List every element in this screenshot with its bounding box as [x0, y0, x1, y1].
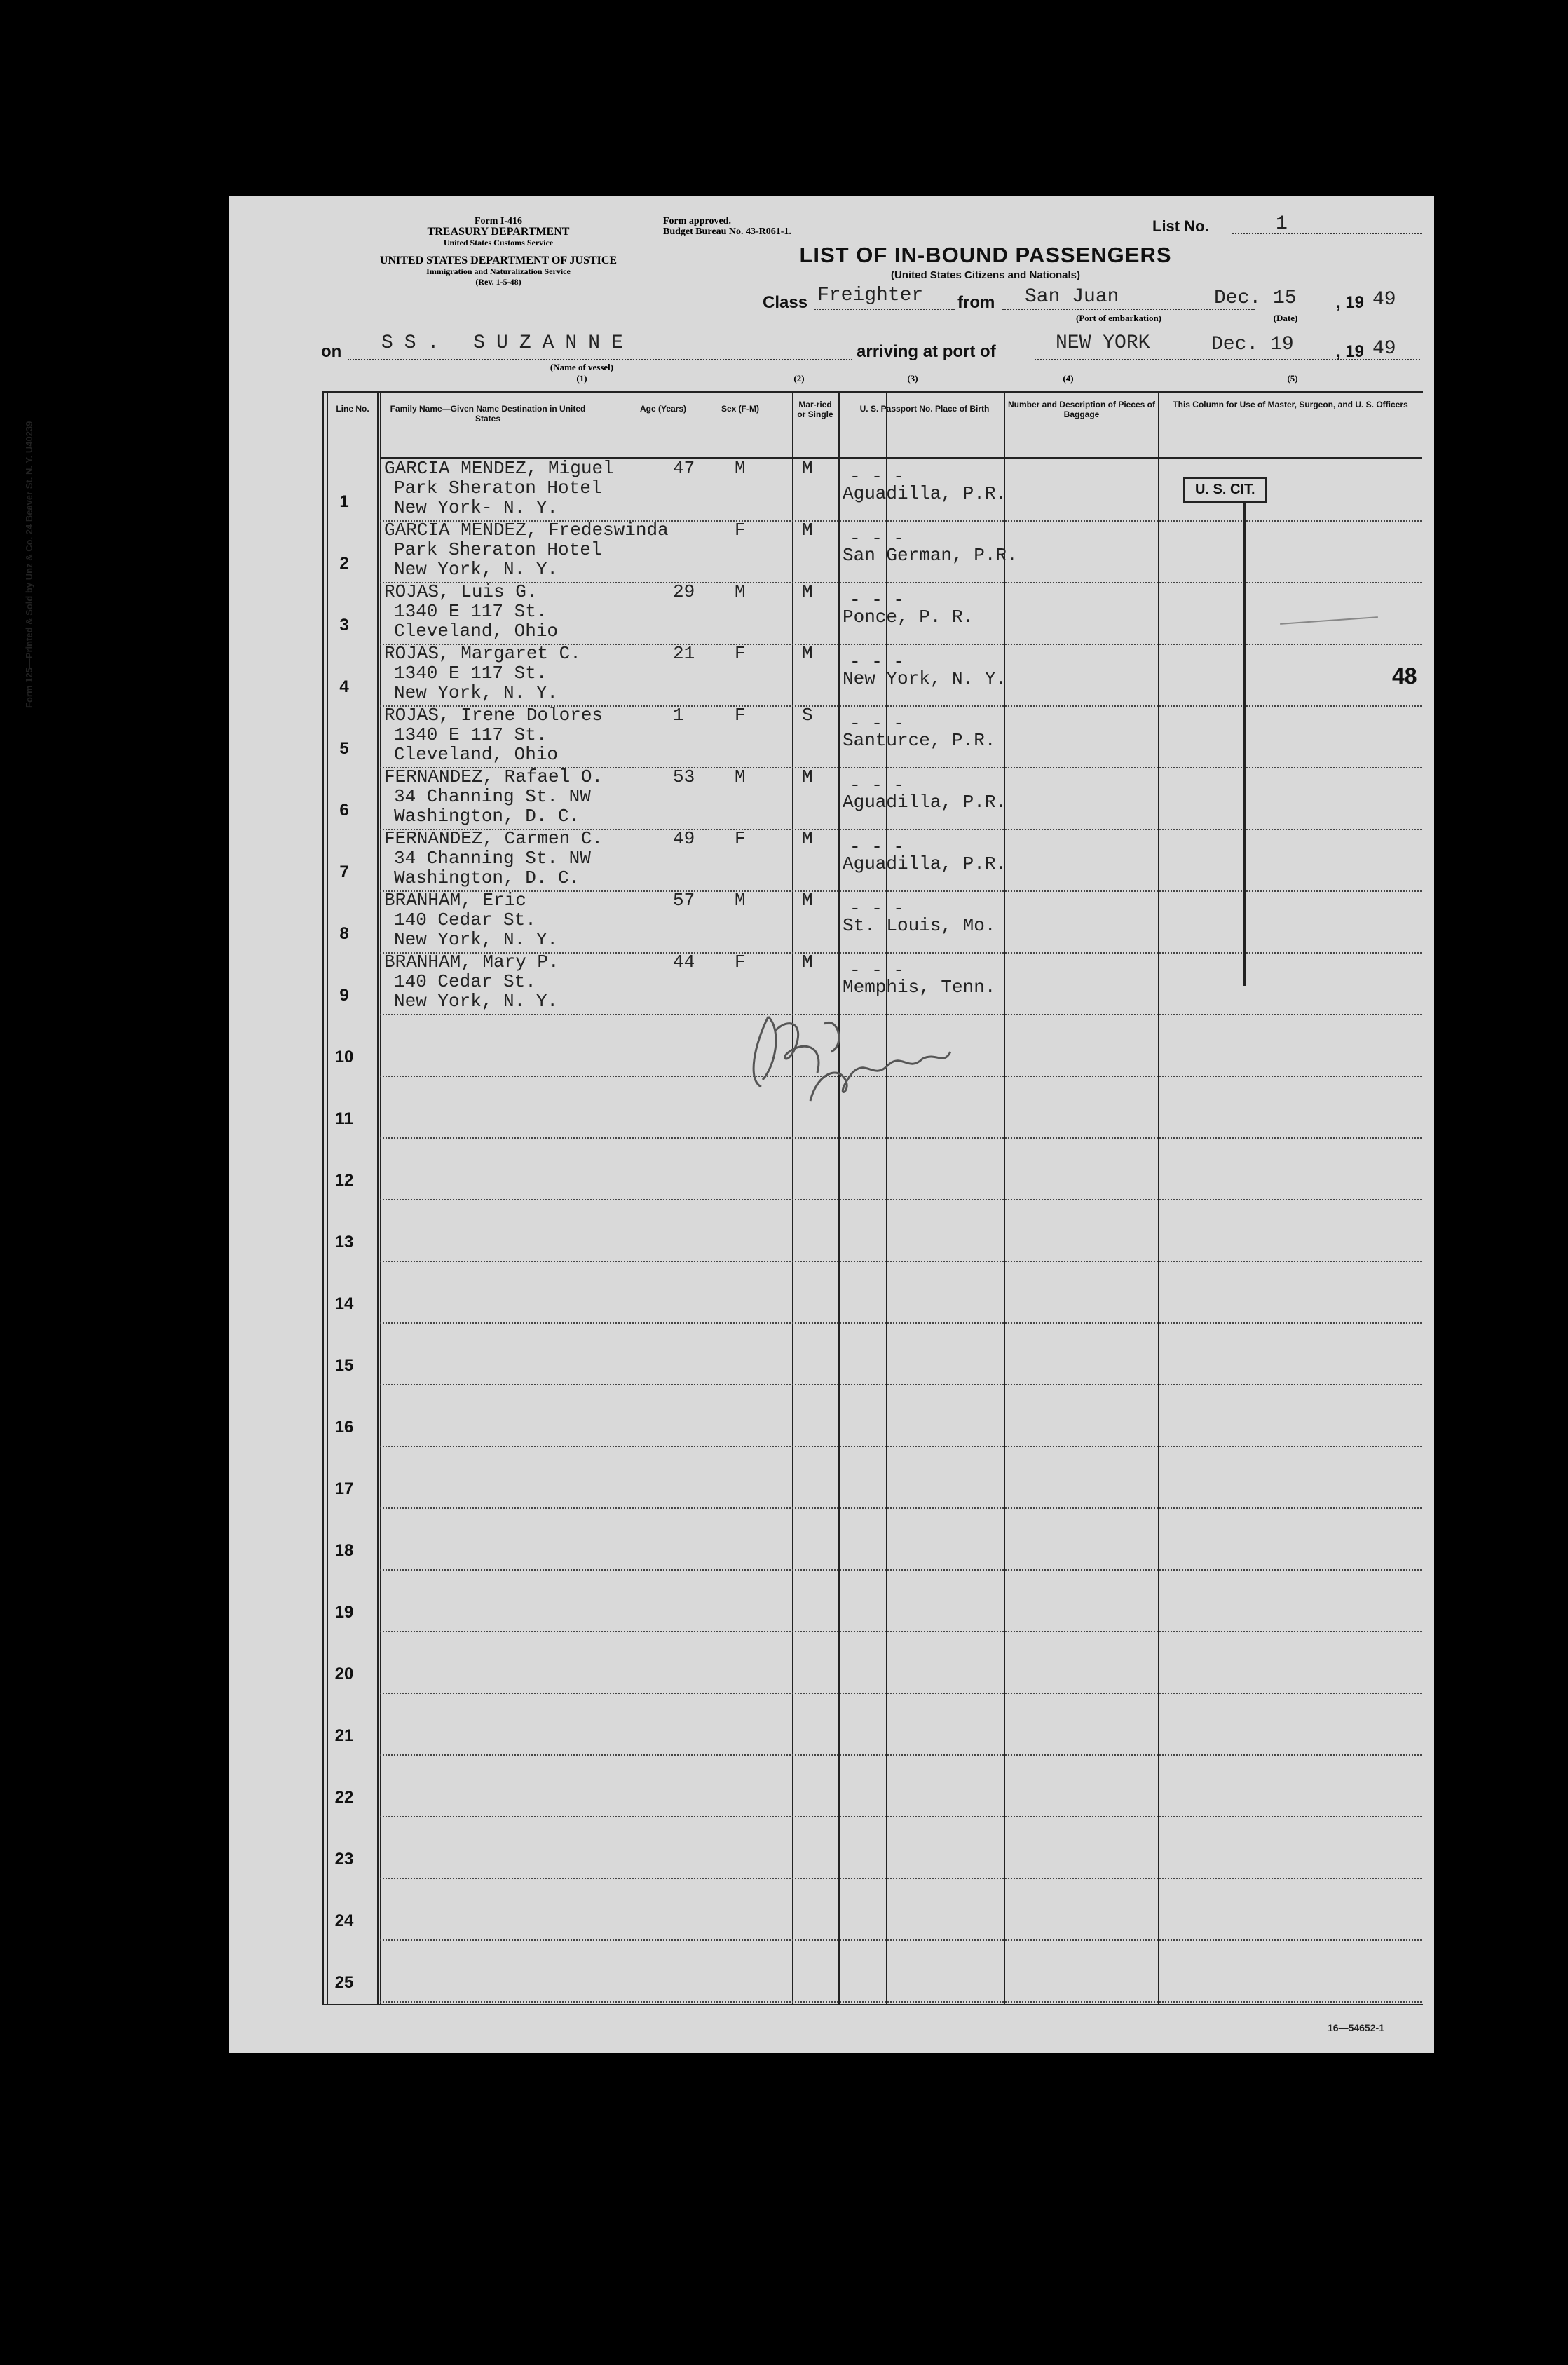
row-number: 4	[339, 677, 349, 696]
passport-number: - - -	[850, 713, 905, 734]
rev-label: (Rev. 1-5-48)	[475, 277, 521, 287]
passenger-destination: Cleveland, Ohio	[394, 621, 559, 642]
arrival-year: 49	[1372, 338, 1396, 360]
row-rule	[380, 1446, 1422, 1447]
col3-caption: (3)	[907, 373, 918, 384]
place-of-birth: Aguadilla, P.R.	[843, 483, 1007, 504]
place-of-birth: Aguadilla, P.R.	[843, 853, 1007, 874]
passenger-age: 57	[673, 890, 695, 911]
ins-label: Immigration and Naturalization Service	[426, 266, 571, 276]
col-divider-baggage	[1004, 391, 1005, 2005]
row-rule	[380, 1693, 1422, 1694]
passenger-age: 1	[673, 705, 684, 726]
row-number: 23	[334, 1850, 354, 1869]
passenger-marital-status: M	[802, 458, 813, 479]
justice-label: UNITED STATES DEPARTMENT OF JUSTICE	[379, 255, 618, 266]
row-number: 7	[339, 862, 349, 881]
passenger-name: ROJAS, Margaret C.	[384, 643, 581, 664]
row-rule	[380, 2001, 1422, 2003]
approval-label: Form approved.	[663, 216, 731, 226]
passenger-age: 21	[673, 643, 695, 664]
passenger-sex: F	[735, 705, 746, 726]
place-of-birth: San German, P.R.	[843, 545, 1018, 566]
page-title: LIST OF IN-BOUND PASSENGERS	[799, 243, 1172, 267]
row-number: 15	[334, 1356, 354, 1375]
passenger-marital-status: M	[802, 581, 813, 602]
on-label: on	[321, 342, 342, 361]
row-number: 25	[334, 1973, 354, 1992]
passenger-marital-status: S	[802, 705, 813, 726]
passport-number: - - -	[850, 898, 905, 919]
row-rule	[380, 890, 1422, 892]
row-rule	[380, 1754, 1422, 1756]
passenger-address: 34 Channing St. NW	[394, 786, 591, 807]
row-rule	[380, 1631, 1422, 1632]
passport-number: - - -	[850, 590, 905, 611]
passenger-sex: M	[735, 581, 746, 602]
row-rule	[380, 1384, 1422, 1385]
row-number: 21	[334, 1726, 354, 1745]
passenger-destination: New York, N. Y.	[394, 682, 559, 703]
passport-number: - - -	[850, 651, 905, 672]
passport-number: - - -	[850, 960, 905, 981]
margin-number: 48	[1392, 663, 1417, 689]
passenger-address: 34 Channing St. NW	[394, 848, 591, 869]
passenger-sex: M	[735, 890, 746, 911]
arrival-date: Dec. 19	[1211, 334, 1294, 355]
passenger-age: 44	[673, 951, 695, 973]
passenger-address: 140 Cedar St.	[394, 909, 536, 930]
port-of-embarkation: San Juan	[1025, 286, 1119, 308]
list-no-line	[1232, 233, 1422, 234]
page-subtitle: (United States Citizens and Nationals)	[890, 269, 1081, 281]
passenger-name: ROJAS, Irene Dolores	[384, 705, 604, 726]
passport-number: - - -	[850, 775, 905, 796]
passenger-destination: Washington, D. C.	[394, 867, 580, 888]
passenger-address: Park Sheraton Hotel	[394, 477, 602, 499]
row-number: 14	[334, 1294, 354, 1313]
port-embark-caption: (Port of embarkation)	[1075, 313, 1162, 323]
budget-label: Budget Bureau No. 43-R061-1.	[663, 226, 791, 237]
passenger-marital-status: M	[802, 890, 813, 911]
row-rule	[380, 1878, 1422, 1879]
vessel-line	[348, 359, 852, 360]
row-rule	[380, 1322, 1422, 1324]
place-of-birth: Ponce, P. R.	[843, 607, 974, 628]
header-age: Age (Years)	[639, 404, 687, 414]
passenger-age: 49	[673, 828, 695, 849]
list-no-label: List No.	[1152, 217, 1209, 235]
passenger-destination: Cleveland, Ohio	[394, 744, 559, 765]
col-divider-sex	[838, 391, 840, 2005]
passenger-age: 29	[673, 581, 695, 602]
passport-number: - - -	[850, 528, 905, 549]
row-number: 12	[334, 1171, 354, 1190]
vessel-caption: (Name of vessel)	[550, 362, 614, 372]
passenger-destination: New York, N. Y.	[394, 929, 559, 950]
passenger-address: 1340 E 117 St.	[394, 724, 547, 745]
col2-caption: (2)	[793, 373, 805, 384]
passenger-address: Park Sheraton Hotel	[394, 539, 602, 560]
header-passport: U. S. Passport No. Place of Birth	[859, 404, 990, 414]
row-number: 5	[339, 739, 349, 758]
header-baggage: Number and Description of Pieces of Baggage	[1007, 400, 1156, 419]
header-line-no: Line No.	[336, 404, 369, 414]
class-line	[814, 309, 955, 310]
passenger-sex: F	[735, 643, 746, 664]
handwritten-signature	[747, 1003, 957, 1115]
place-of-birth: Aguadilla, P.R.	[843, 792, 1007, 813]
row-rule	[380, 1816, 1422, 1817]
passenger-sex: F	[735, 520, 746, 541]
vessel-name: SS. SUZANNE	[381, 332, 634, 354]
passenger-destination: New York, N. Y.	[394, 559, 559, 580]
arrival-year-prefix: , 19	[1336, 342, 1365, 361]
passenger-sex: F	[735, 951, 746, 973]
treasury-label: TREASURY DEPARTMENT	[427, 226, 570, 238]
passenger-age: 47	[673, 458, 695, 479]
row-number: 8	[339, 924, 349, 943]
year-prefix: , 19	[1336, 293, 1365, 312]
passenger-destination: New York- N. Y.	[394, 497, 559, 518]
col-divider-age	[792, 391, 793, 2005]
place-of-birth: New York, N. Y.	[843, 668, 1007, 689]
header-officers: This Column for Use of Master, Surgeon, and U. S. Officers	[1173, 400, 1408, 409]
row-number: 3	[339, 616, 349, 635]
row-number: 17	[334, 1479, 354, 1498]
row-number: 20	[334, 1665, 354, 1683]
col4-caption: (4)	[1063, 373, 1074, 384]
passenger-destination: New York, N. Y.	[394, 991, 559, 1012]
form-number: Form I-416	[474, 216, 523, 226]
row-number: 13	[334, 1233, 354, 1252]
header-married: Mar-ried or Single	[797, 400, 833, 419]
row-number: 6	[339, 801, 349, 820]
passenger-destination: Washington, D. C.	[394, 806, 580, 827]
row-rule	[380, 1261, 1422, 1262]
class-value: Freighter	[817, 285, 924, 306]
place-of-birth: St. Louis, Mo.	[843, 915, 996, 936]
passenger-marital-status: M	[802, 766, 813, 787]
pencil-mark	[1280, 616, 1378, 625]
passenger-marital-status: M	[802, 828, 813, 849]
col-divider-passport	[886, 391, 887, 2005]
manifest-page	[229, 196, 1434, 2053]
passenger-name: GARCIA MENDEZ, Miguel	[384, 458, 614, 479]
passenger-address: 1340 E 117 St.	[394, 663, 547, 684]
passport-number: - - -	[850, 466, 905, 487]
passenger-age: 53	[673, 766, 695, 787]
row-number: 2	[339, 554, 349, 573]
class-label: Class	[763, 293, 808, 312]
passenger-name: FERNANDEZ, Rafael O.	[384, 766, 604, 787]
header-name: Family Name—Given Name Destination in United States	[390, 404, 586, 423]
header-sex: Sex (F-M)	[721, 404, 759, 414]
date-caption: (Date)	[1273, 313, 1298, 323]
passenger-marital-status: M	[802, 951, 813, 973]
row-number: 16	[334, 1418, 354, 1437]
passenger-name: BRANHAM, Eric	[384, 890, 526, 911]
row-rule	[380, 1199, 1422, 1200]
row-number: 19	[334, 1603, 354, 1622]
row-number: 24	[334, 1911, 354, 1930]
row-number: 1	[339, 492, 349, 511]
passenger-marital-status: M	[802, 643, 813, 664]
passenger-address: 140 Cedar St.	[394, 971, 536, 992]
us-citizen-stamp: U. S. CIT.	[1183, 477, 1267, 503]
col5-caption: (5)	[1287, 373, 1298, 384]
arriving-label: arriving at port of	[857, 342, 996, 361]
row-number: 9	[339, 986, 349, 1005]
footer-code: 16—54652-1	[1328, 2022, 1384, 2033]
table-bottom-border	[322, 2004, 1423, 2005]
col-divider-officers	[1158, 391, 1159, 2005]
col-divider-line	[377, 391, 379, 2005]
row-number: 11	[335, 1109, 353, 1128]
row-number: 10	[334, 1048, 354, 1066]
place-of-birth: Memphis, Tenn.	[843, 977, 996, 998]
row-rule	[380, 1507, 1422, 1509]
passenger-name: FERNANDEZ, Carmen C.	[384, 828, 604, 849]
passenger-sex: M	[735, 458, 746, 479]
customs-label: United States Customs Service	[443, 238, 554, 248]
passenger-name: BRANHAM, Mary P.	[384, 951, 559, 973]
arrival-port: NEW YORK	[1056, 332, 1150, 354]
passenger-address: 1340 E 117 St.	[394, 601, 547, 622]
row-rule	[380, 1137, 1422, 1139]
passenger-sex: M	[735, 766, 746, 787]
table-top-border	[322, 391, 1423, 393]
passenger-name: ROJAS, Luis G.	[384, 581, 538, 602]
from-label: from	[957, 293, 995, 312]
row-number: 22	[334, 1788, 354, 1807]
printer-imprint: Form 125—Printed & Sold by Unz & Co. 24 Beaver St. N. Y. U40239	[24, 421, 34, 708]
departure-date: Dec. 15	[1214, 287, 1297, 309]
row-rule	[380, 1939, 1422, 1941]
row-number: 18	[334, 1541, 354, 1560]
departure-year: 49	[1372, 289, 1396, 311]
col-divider-name	[380, 391, 381, 2005]
passenger-sex: F	[735, 828, 746, 849]
passenger-marital-status: M	[802, 520, 813, 541]
place-of-birth: Santurce, P.R.	[843, 730, 996, 751]
passport-number: - - -	[850, 836, 905, 858]
col1-caption: (1)	[576, 373, 587, 384]
list-no-value: 1	[1276, 213, 1288, 235]
passenger-name: GARCIA MENDEZ, Fredeswinda	[384, 520, 669, 541]
row-rule	[380, 1569, 1422, 1571]
officer-mark-line	[1243, 502, 1246, 986]
